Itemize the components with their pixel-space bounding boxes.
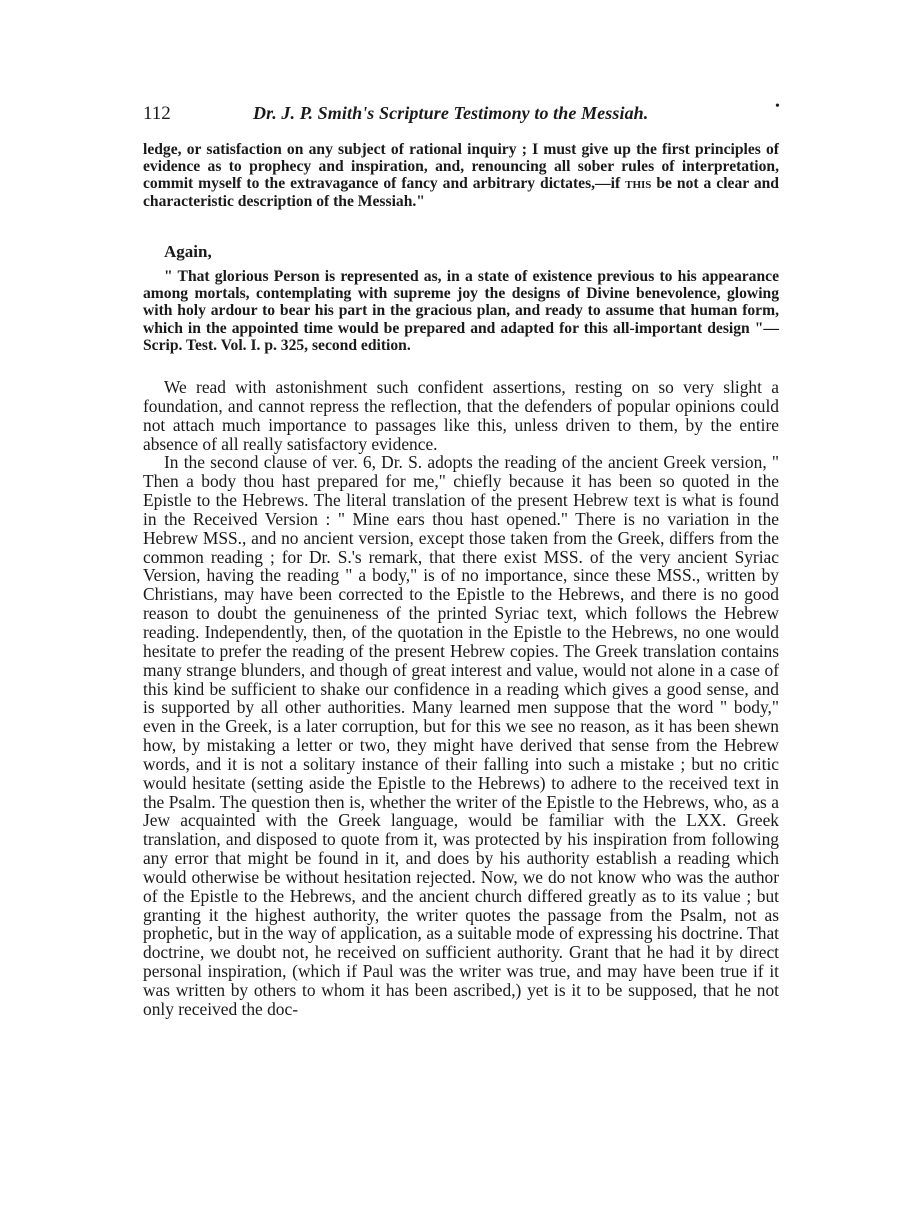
- paragraph: In the second clause of ver. 6, Dr. S. adopts the reading of the ancient Greek version, " Then a body thou hast prepared for me," chiefly because it has been so quoted in the Epistle to the Hebrews. The literal translation of the present Hebrew text is what is found in the Received Version : " Mine ears thou hast opened." There is no variation in the Hebrew MSS., and no ancient version, except those taken from the Greek, differs from the common reading ; for Dr. S.'s remark, that there exist MSS. of the very ancient Syriac Version, having the reading " a body," is of no importance, since these MSS., written by Christians, may have been corrected to the Epistle to the Hebrews, and there is no good reason to doubt the genuineness of the printed Syriac text, which follows the Hebrew reading. Independently, then, of the quotation in the Epistle to the Hebrews, no one would hesitate to prefer the reading of the present Hebrew copies. The Greek translation contains many strange blunders, and though of great interest and value, would not alone in a case of this kind be sufficient to shake our confidence in a reading which gives a good sense, and is supported by all other authorities. Many learned men suppose that the word " body," even in the Greek, is a later corruption, but for this we see no reason, as it has been shewn how, by mistaking a letter or two, they might have derived that sense from the Hebrew words, and it is not a solitary instance of their falling into such a mistake ; but no critic would hesitate (setting aside the Epistle to the Hebrews) to adhere to the received text in the Psalm. The question then is, whether the writer of the Epistle to the Hebrews, who, as a Jew acquainted with the Greek language, would be familiar with the LXX. Greek translation, and disposed to quote from it, was protected by his inspiration from following any error that might be found in it, and does by his authority establish a reading which would otherwise be without hesitation rejected. Now, we do not know who was the author of the Epistle to the Hebrews, and the ancient church differed greatly as to its value ; but granting it the highest authority, the writer quotes the passage from the Psalm, not as prophetic, but in the way of application, as a suitable mode of expressing his doctrine. That doctrine, we doubt not, he received on sufficient authority. Grant that he had it by direct personal inspiration, (which if Paul was the writer was true, and may have been true if it was written by others to whom it has been ascribed,) yet is it to be supposed, that he not only received the doc-: [143, 452, 779, 1019]
- page-header: [143, 99, 783, 129]
- again-line: Again,: [164, 242, 212, 261]
- page-number: 112: [143, 103, 171, 124]
- quote-text-part1: ledge, or satisfaction on any subject of rational inquiry ; I must give up the first principles of evidence as to prophecy and inspiration, and, renouncing all sober rules of interpretation, commit myself to the extravagance of fancy and arbitrary dictates,—if: [143, 141, 779, 193]
- quote-emphasis: this: [625, 175, 652, 193]
- quote-text-part2: be not a clear and characteristic description of the Messiah.": [143, 175, 779, 210]
- quote-paragraph: " That glorious Person is represented as, in a state of existence previous to his appearance among mortals, contemplating with supreme joy the designs of Divine benevolence, glowing with holy ardour to bear his part in the gracious plan, and ready to assume that human form, which in the appointed time would be prepared and adapted for this all-important design "—Scrip. Test. Vol. I. p. 325, second edition.: [143, 268, 779, 354]
- quote-block: [143, 268, 779, 354]
- body-text: [143, 378, 779, 1019]
- paragraph: We read with astonishment such confident assertions, resting on so very slight a foundation, and cannot repress the reflection, that the defenders of popular opinions could not attach much importance to passages like this, unless driven to them, by the entire absence of all really satisfactory evidence.: [143, 377, 779, 454]
- header-mark: •: [775, 99, 780, 114]
- running-title: Dr. J. P. Smith's Scripture Testimony to the Messiah.: [253, 103, 649, 123]
- quote-continuation: [143, 141, 779, 210]
